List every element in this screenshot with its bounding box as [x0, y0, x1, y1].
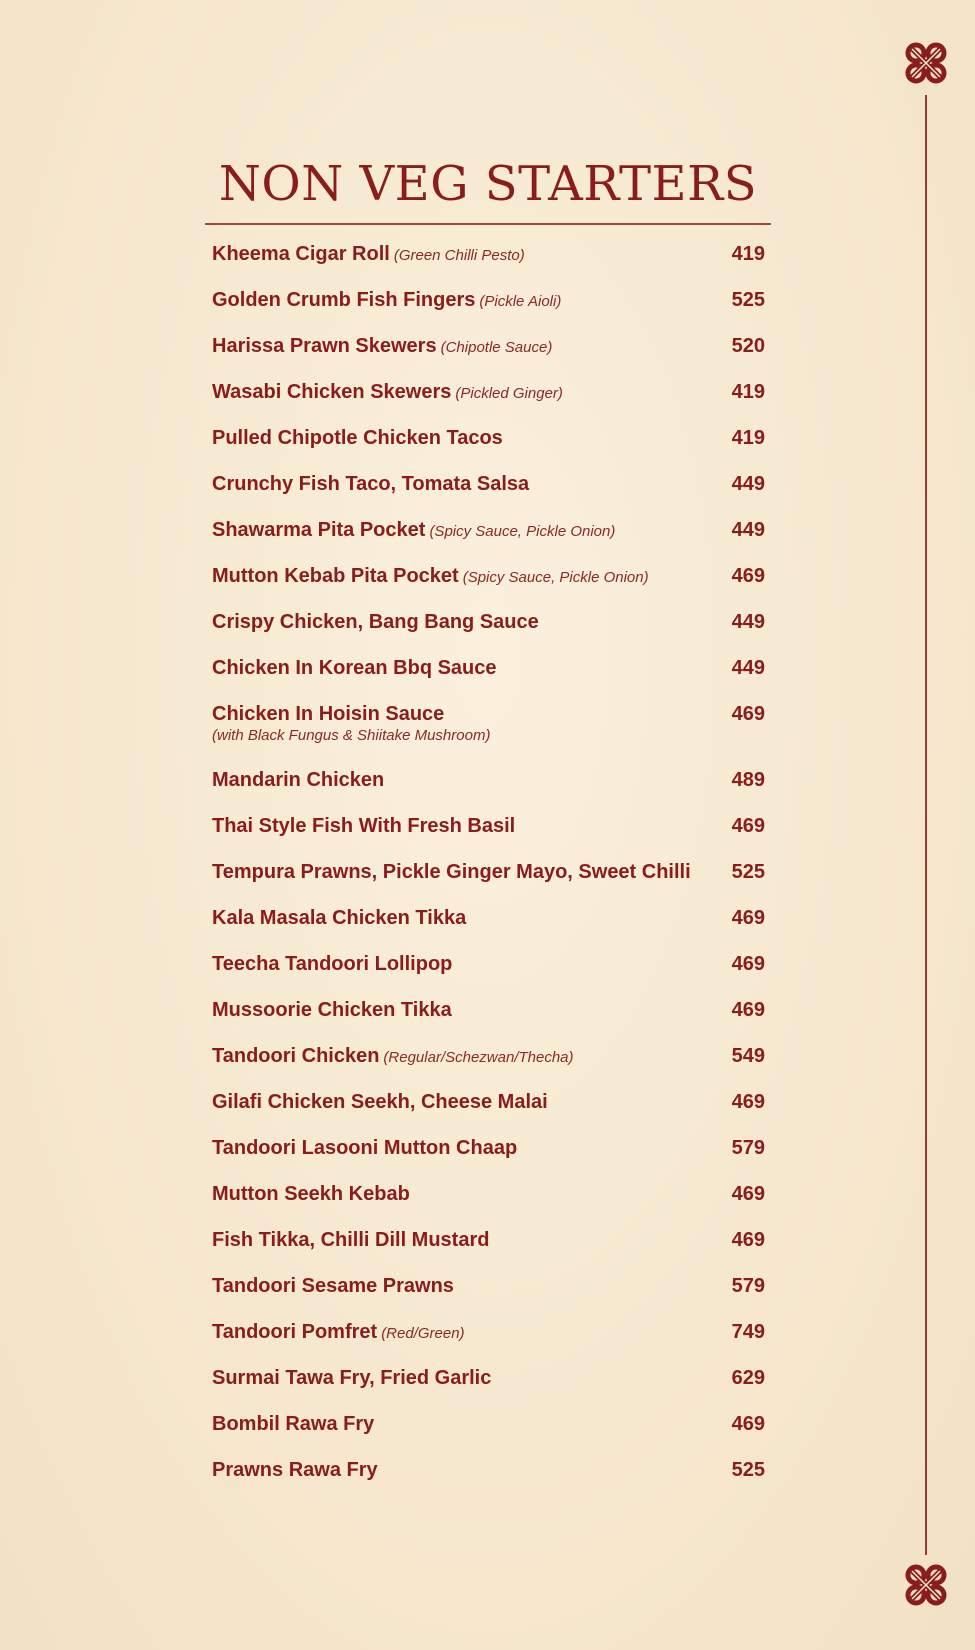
item-name: Thai Style Fish With Fresh Basil	[212, 815, 516, 837]
item-price: 489	[731, 769, 765, 791]
menu-item	[212, 1408, 765, 1454]
item-name: Kheema Cigar Roll	[212, 243, 390, 265]
item-price: 469	[731, 1183, 765, 1205]
item-price: 449	[731, 519, 765, 541]
menu-item	[212, 468, 765, 514]
item-price: 469	[731, 815, 765, 837]
celtic-knot-icon	[903, 1562, 949, 1608]
menu-item	[212, 560, 765, 606]
item-price: 449	[731, 473, 765, 495]
menu-item	[212, 764, 765, 810]
item-price: 419	[731, 243, 765, 265]
menu-item	[212, 1178, 765, 1224]
item-name: Tandoori Chicken	[212, 1045, 380, 1067]
item-note: (Chipotle Sauce)	[440, 339, 553, 356]
item-name: Crunchy Fish Taco, Tomata Salsa	[212, 473, 530, 495]
item-name: Chicken In Hoisin Sauce	[212, 703, 445, 725]
menu-item	[212, 1040, 765, 1086]
section-heading: NON VEG STARTERS	[218, 156, 758, 212]
item-name: Kala Masala Chicken Tikka	[212, 907, 467, 929]
menu-item	[212, 1224, 765, 1270]
item-name: Mutton Kebab Pita Pocket	[212, 565, 459, 587]
menu-item	[212, 284, 765, 330]
item-price: 469	[731, 953, 765, 975]
item-price: 469	[731, 565, 765, 587]
menu-item	[212, 856, 765, 902]
item-name: Bombil Rawa Fry	[212, 1413, 375, 1435]
menu-item	[212, 514, 765, 560]
menu-item	[212, 1270, 765, 1316]
item-name: Harissa Prawn Skewers	[212, 335, 437, 357]
heading-underline	[205, 223, 771, 225]
menu-item	[212, 606, 765, 652]
menu-item	[212, 698, 765, 764]
menu-item	[212, 238, 765, 284]
item-name: Surmai Tawa Fry, Fried Garlic	[212, 1367, 492, 1389]
item-note: (Pickled Ginger)	[455, 385, 563, 402]
item-name: Crispy Chicken, Bang Bang Sauce	[212, 611, 539, 633]
menu-item	[212, 948, 765, 994]
item-price: 579	[731, 1137, 765, 1159]
menu-item	[212, 1132, 765, 1178]
item-price: 549	[731, 1045, 765, 1067]
item-price: 525	[731, 861, 765, 883]
item-note: (Regular/Schezwan/Thecha)	[383, 1049, 574, 1066]
item-name: Prawns Rawa Fry	[212, 1459, 378, 1481]
item-price: 469	[731, 907, 765, 929]
item-name: Mutton Seekh Kebab	[212, 1183, 410, 1205]
side-divider-line	[925, 95, 927, 1555]
item-name: Tandoori Sesame Prawns	[212, 1275, 454, 1297]
item-price: 449	[731, 611, 765, 633]
item-price: 469	[731, 703, 765, 725]
menu-item	[212, 994, 765, 1040]
item-name: Teecha Tandoori Lollipop	[212, 953, 453, 975]
item-note: (Red/Green)	[381, 1325, 465, 1342]
item-name: Tempura Prawns, Pickle Ginger Mayo, Sweet Chilli	[212, 861, 691, 883]
item-name: Pulled Chipotle Chicken Tacos	[212, 427, 503, 449]
menu-item	[212, 902, 765, 948]
item-price: 469	[731, 999, 765, 1021]
item-name: Fish Tikka, Chilli Dill Mustard	[212, 1229, 490, 1251]
item-note: (Spicy Sauce, Pickle Onion)	[462, 569, 649, 586]
menu-item	[212, 422, 765, 468]
menu-item	[212, 330, 765, 376]
item-price: 749	[731, 1321, 765, 1343]
item-price: 469	[731, 1229, 765, 1251]
item-price: 419	[731, 427, 765, 449]
item-name: Gilafi Chicken Seekh, Cheese Malai	[212, 1091, 548, 1113]
item-name: Mussoorie Chicken Tikka	[212, 999, 452, 1021]
item-price: 469	[731, 1413, 765, 1435]
item-name: Golden Crumb Fish Fingers	[212, 289, 476, 311]
item-note: (Spicy Sauce, Pickle Onion)	[429, 523, 616, 540]
celtic-knot-icon	[903, 40, 949, 86]
menu-item	[212, 652, 765, 698]
menu-item	[212, 1362, 765, 1408]
item-price: 419	[731, 381, 765, 403]
menu-item	[212, 1316, 765, 1362]
menu-list	[212, 238, 765, 1500]
menu-item	[212, 376, 765, 422]
item-price: 520	[731, 335, 765, 357]
menu-item	[212, 810, 765, 856]
item-name: Wasabi Chicken Skewers	[212, 381, 452, 403]
item-name: Shawarma Pita Pocket	[212, 519, 426, 541]
item-price: 629	[731, 1367, 765, 1389]
item-name: Mandarin Chicken	[212, 769, 385, 791]
item-note: (Pickle Aioli)	[479, 293, 562, 310]
item-name: Chicken In Korean Bbq Sauce	[212, 657, 497, 679]
menu-item	[212, 1454, 765, 1500]
item-price: 449	[731, 657, 765, 679]
item-name: Tandoori Lasooni Mutton Chaap	[212, 1137, 518, 1159]
item-price: 579	[731, 1275, 765, 1297]
item-note: (Green Chilli Pesto)	[393, 247, 525, 264]
item-name: Tandoori Pomfret	[212, 1321, 378, 1343]
menu-item	[212, 1086, 765, 1132]
item-price: 525	[731, 1459, 765, 1481]
item-price: 525	[731, 289, 765, 311]
item-note: (with Black Fungus & Shiitake Mushroom)	[212, 727, 491, 744]
item-price: 469	[731, 1091, 765, 1113]
